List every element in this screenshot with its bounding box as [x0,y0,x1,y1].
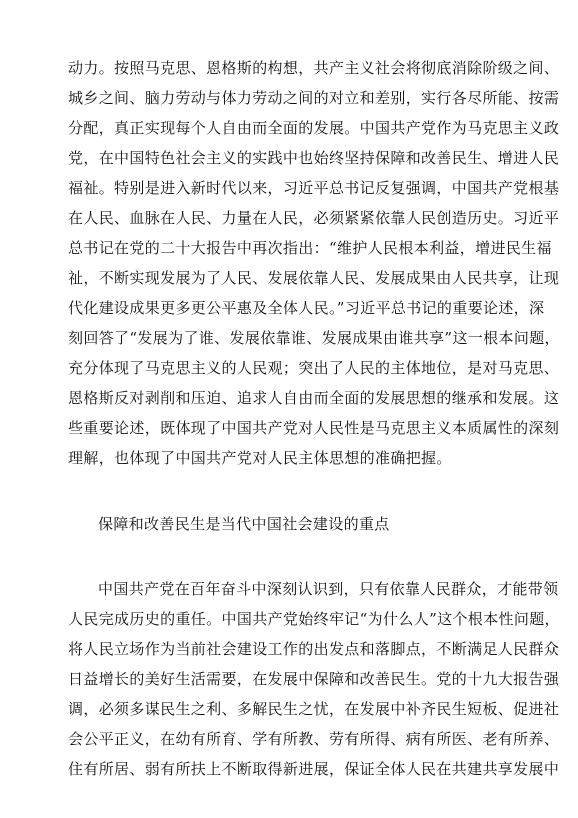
paragraph-2-line-4: 日益增长的美好生活需要，在发展中保障和改善民生。党的十九大报告强 [68,670,560,688]
paragraph-2-line-7: 住有所居、弱有所扶上不断取得新进展，保证全体人民在共建共享发展中 [68,760,560,778]
paragraph-2-line-3: 将人民立场作为当前社会建设工作的出发点和落脚点，不断满足人民群众 [68,640,560,658]
paragraph-2-line-6: 会公平正义，在幼有所育、学有所教、劳有所得、病有所医、老有所养、 [68,730,560,748]
paragraph-1-line-8: 祉，不断实现发展为了人民、发展依靠人民、发展成果由人民共享，让现 [68,269,560,287]
paragraph-1-line-5: 福祉。特别是进入新时代以来，习近平总书记反复强调，中国共产党根基 [68,179,560,197]
paragraph-1-line-7: 总书记在党的二十大报告中再次指出：“维护人民根本利益，增进民生福 [68,239,552,257]
paragraph-1-line-4: 党，在中国特色社会主义的实践中也始终坚持保障和改善民生、增进人民 [68,149,560,167]
paragraph-1-line-6: 在人民、血脉在人民、力量在人民，必须紧紧依靠人民创造历史。习近平 [68,209,560,227]
section-heading: 保障和改善民生是当代中国社会建设的重点 [98,515,390,533]
paragraph-1-line-3: 分配，真正实现每个人自由而全面的发展。中国共产党作为马克思主义政 [68,119,560,137]
paragraph-1-line-12: 恩格斯反对剥削和压迫、追求人自由而全面的发展思想的继承和发展。这 [68,389,560,407]
paragraph-1-line-1: 动力。按照马克思、恩格斯的构想，共产主义社会将彻底消除阶级之间、 [68,59,560,77]
paragraph-2-line-1: 中国共产党在百年奋斗中深刻认识到，只有依靠人民群众，才能带领 [98,580,559,598]
paragraph-2-line-5: 调，必须多谋民生之利、多解民生之忧，在发展中补齐民生短板、促进社 [68,700,560,718]
paragraph-1-line-13: 些重要论述，既体现了中国共产党对人民性是马克思主义本质属性的深刻 [68,419,560,437]
paragraph-1-line-10: 刻回答了“发展为了谁、发展依靠谁、发展成果由谁共享”这一根本问题， [68,329,560,347]
paragraph-1-line-2: 城乡之间、脑力劳动与体力劳动之间的对立和差别，实行各尽所能、按需 [68,89,560,107]
paragraph-2-line-2: 人民完成历史的重任。中国共产党始终牢记“为什么人”这个根本性问题， [68,610,560,628]
paragraph-1-line-11: 充分体现了马克思主义的人民观；突出了人民的主体地位，是对马克思、 [68,359,560,377]
paragraph-1-line-14: 理解，也体现了中国共产党对人民主体思想的准确把握。 [68,449,452,467]
paragraph-1-line-9: 代化建设成果更多更公平惠及全体人民。”习近平总书记的重要论述，深 [68,299,545,317]
